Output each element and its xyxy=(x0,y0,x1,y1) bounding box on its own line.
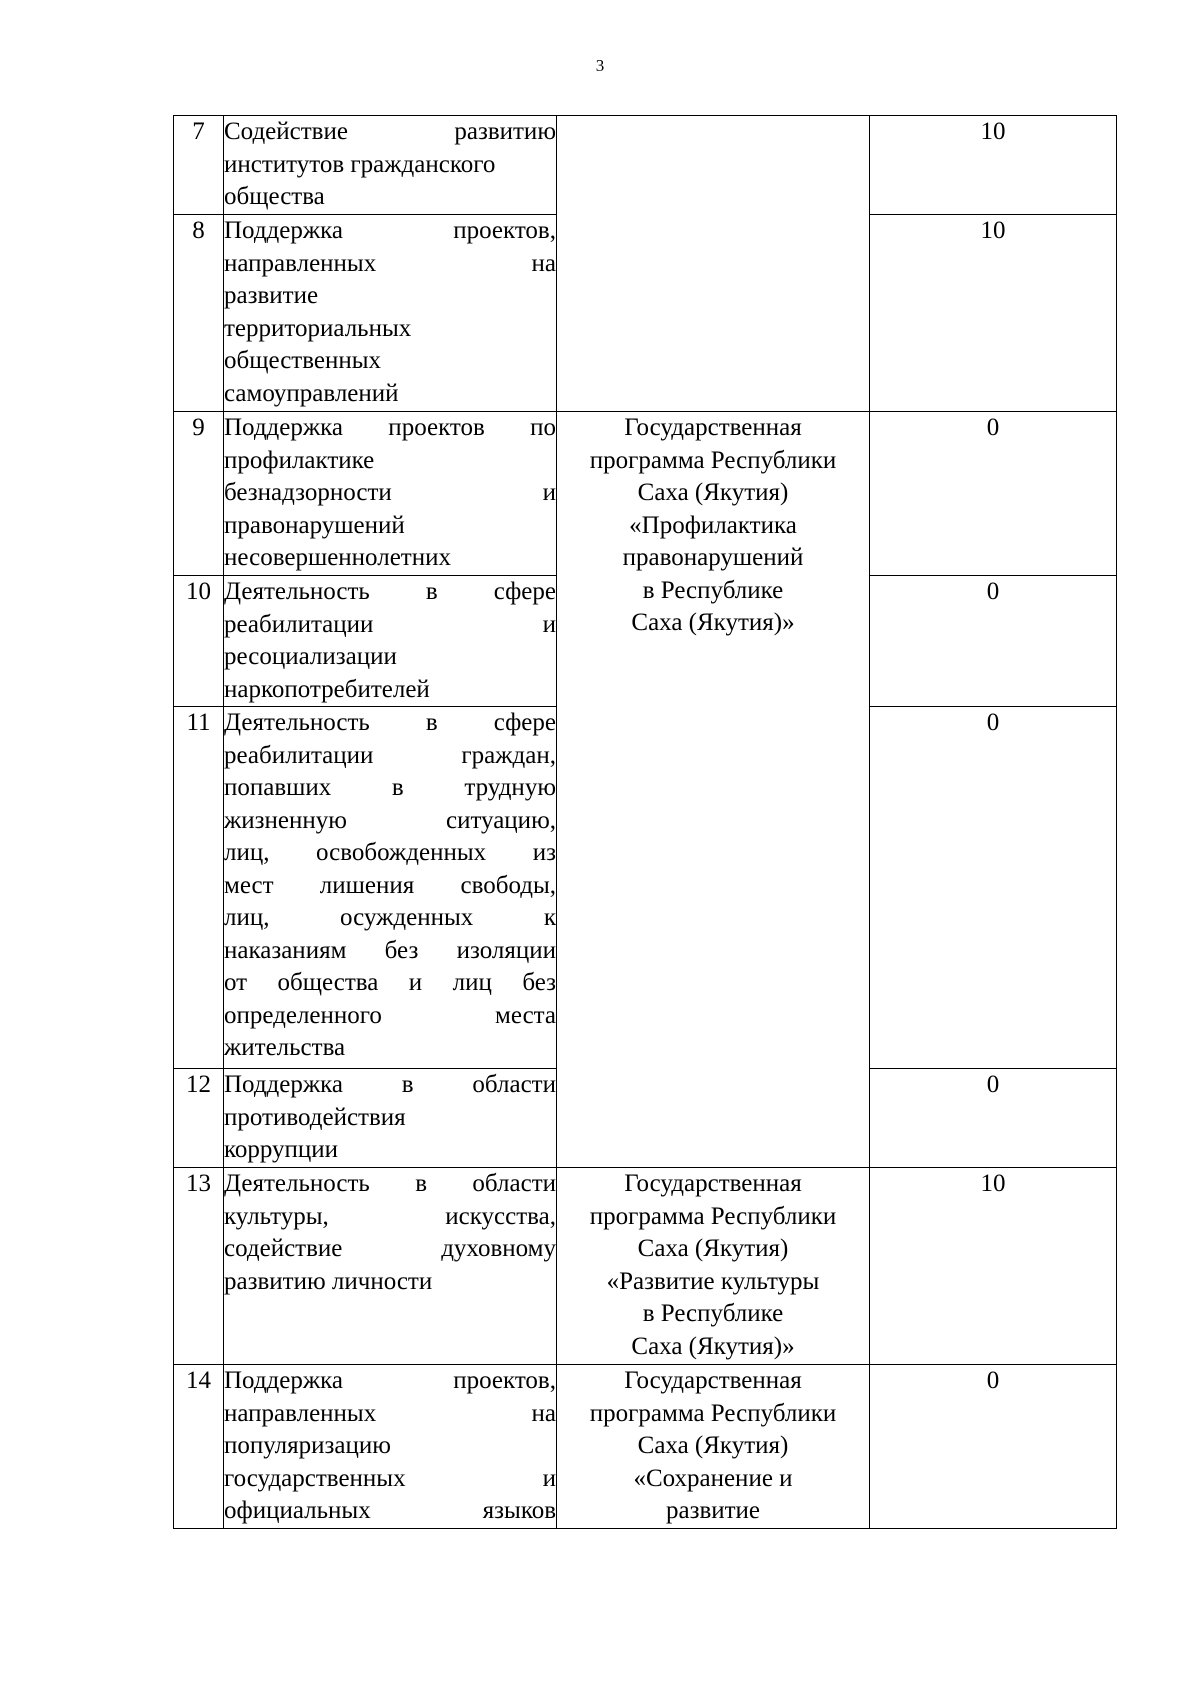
desc-line: развитие xyxy=(224,282,319,309)
row-number: 14 xyxy=(174,1365,224,1529)
desc-line: государственных и xyxy=(224,1464,556,1492)
desc-line: самоуправлений xyxy=(224,379,399,407)
row-value: 10 xyxy=(870,1168,1117,1365)
desc-line: противодействия xyxy=(224,1103,406,1131)
program-line: Саха (Якутия) xyxy=(637,1432,789,1459)
program-line: Государственная xyxy=(624,1170,802,1197)
desc-line: содействие духовному xyxy=(224,1235,556,1262)
page-number: 3 xyxy=(595,56,605,75)
row-description xyxy=(224,1168,557,1365)
program-line: «Сохранение и xyxy=(633,1464,793,1492)
program-culture xyxy=(557,1168,870,1365)
row-number: 13 xyxy=(174,1168,224,1365)
row-description xyxy=(224,215,557,412)
program-line: Саха (Якутия)» xyxy=(631,609,795,636)
program-line: «Профилактика xyxy=(629,511,797,539)
desc-line: профилактике xyxy=(224,446,375,474)
desc-line: наркопотребителей xyxy=(224,675,430,703)
desc-line: официальных языков xyxy=(224,1497,556,1524)
table-row xyxy=(174,412,1117,576)
table-row xyxy=(174,1168,1117,1365)
program-line: программа Республики xyxy=(589,446,837,474)
desc-line: лиц, освобожденных из xyxy=(224,839,556,866)
program-line: Саха (Якутия) xyxy=(637,1235,789,1262)
program-line: Государственная xyxy=(624,1367,802,1394)
program-line: «Развитие культуры xyxy=(606,1267,820,1295)
desc-line: коррупции xyxy=(224,1136,339,1163)
program-prevention xyxy=(557,412,870,1168)
desc-line: лиц, осужденных к xyxy=(224,904,556,931)
program-line: программа Республики xyxy=(589,1399,837,1427)
desc-line: популяризацию xyxy=(224,1432,391,1459)
program-languages xyxy=(557,1365,870,1529)
row-value: 0 xyxy=(870,707,1117,1069)
program-line: в Республике xyxy=(642,1300,784,1327)
desc-line: определенного места xyxy=(224,1001,556,1029)
desc-line: общественных xyxy=(224,347,382,374)
row-value: 0 xyxy=(870,1069,1117,1168)
row-value: 0 xyxy=(870,576,1117,707)
program-line: Государственная xyxy=(624,414,802,441)
desc-line: Деятельность в сфере xyxy=(224,709,556,736)
row-value: 0 xyxy=(870,1365,1117,1529)
row-description xyxy=(224,1365,557,1529)
program-cell-empty xyxy=(557,116,870,412)
row-number: 10 xyxy=(174,576,224,707)
program-line: развитие xyxy=(665,1497,761,1524)
desc-line: попавших в трудную xyxy=(224,774,556,801)
desc-line: мест лишения свободы, xyxy=(224,871,556,899)
program-line: Саха (Якутия) xyxy=(637,479,789,506)
row-description xyxy=(224,412,557,576)
row-description xyxy=(224,1069,557,1168)
row-number: 11 xyxy=(174,707,224,1069)
desc-line: направленных на xyxy=(224,1399,556,1427)
program-line: в Республике xyxy=(642,576,784,604)
desc-line: безнадзорности и xyxy=(224,479,556,506)
row-description xyxy=(224,576,557,707)
desc-line: реабилитации и xyxy=(224,610,556,638)
row-number: 9 xyxy=(174,412,224,576)
desc-line: общества xyxy=(224,183,325,210)
desc-line: территориальных xyxy=(224,314,412,342)
row-number: 12 xyxy=(174,1069,224,1168)
desc-line: Поддержка проектов по xyxy=(224,414,556,441)
desc-line: наказаниям без изоляции xyxy=(224,936,556,964)
row-description xyxy=(224,707,557,1069)
row-value: 10 xyxy=(870,116,1117,215)
desc-line: жительства xyxy=(224,1034,346,1061)
desc-line: развитию личности xyxy=(224,1267,433,1295)
row-description xyxy=(224,116,557,215)
row-value: 10 xyxy=(870,215,1117,412)
desc-line: Поддержка проектов, xyxy=(224,1367,556,1394)
desc-line: Деятельность в области xyxy=(224,1170,556,1197)
desc-line: Поддержка в области xyxy=(224,1071,556,1098)
desc-line: направленных на xyxy=(224,249,556,277)
desc-line: правонарушений xyxy=(224,511,405,539)
row-number: 7 xyxy=(174,116,224,215)
desc-line: Поддержка проектов, xyxy=(224,217,556,244)
program-line: программа Республики xyxy=(589,1202,837,1230)
desc-line: Деятельность в сфере xyxy=(224,578,556,605)
program-table xyxy=(173,115,1117,1529)
desc-line: институтов гражданского xyxy=(224,150,496,178)
desc-line: от общества и лиц без xyxy=(224,969,556,996)
desc-line: несовершеннолетних xyxy=(224,544,451,571)
program-line: Саха (Якутия)» xyxy=(631,1332,795,1360)
row-value: 0 xyxy=(870,412,1117,576)
desc-line: ресоциализации xyxy=(224,643,397,670)
desc-line: Содействие развитию xyxy=(224,118,556,145)
table-row xyxy=(174,1365,1117,1529)
desc-line: культуры, искусства, xyxy=(224,1202,556,1230)
desc-line: реабилитации граждан, xyxy=(224,741,556,769)
program-line: правонарушений xyxy=(622,544,804,571)
table-row xyxy=(174,116,1117,215)
row-number: 8 xyxy=(174,215,224,412)
desc-line: жизненную ситуацию, xyxy=(224,806,556,834)
